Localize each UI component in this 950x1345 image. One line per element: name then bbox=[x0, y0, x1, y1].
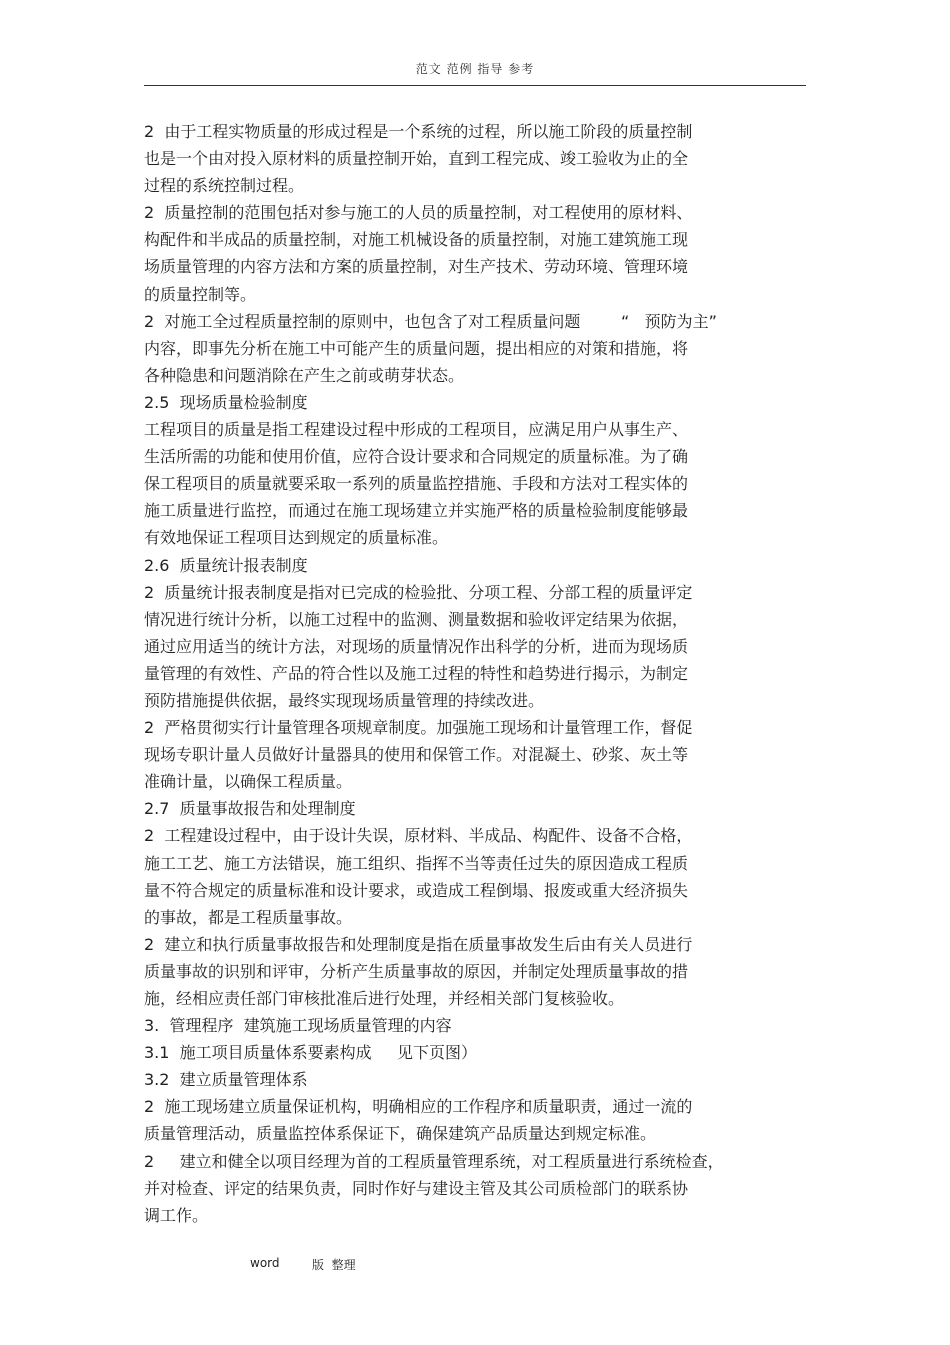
text-line: 质量事故的识别和评审，分析产生质量事故的原因，并制定处理质量事故的措 bbox=[144, 961, 689, 981]
text-line: 各种隐患和问题消除在产生之前或萌芽状态。 bbox=[144, 365, 465, 385]
text-line: 调工作。 bbox=[144, 1205, 209, 1225]
text-line: 2.7 质量事故报告和处理制度 bbox=[144, 799, 356, 819]
text-line: 质量管理活动，质量监控体系保证下，确保建筑产品质量达到规定标准。 bbox=[144, 1124, 657, 1144]
document-body bbox=[144, 118, 794, 1229]
text-line: 准确计量，以确保工程质量。 bbox=[144, 772, 353, 792]
text-line: 预防措施提供依据，最终实现现场质量管理的持续改进。 bbox=[144, 690, 545, 710]
text-line: 2 建立和健全以项目经理为首的工程质量管理系统，对工程质量进行系统检查， bbox=[144, 1151, 724, 1171]
text-line: 场质量管理的内容方法和方案的质量控制，对生产技术、劳动环境、管理环境 bbox=[144, 257, 689, 277]
text-line: 情况进行统计分析，以施工过程中的监测、测量数据和验收评定结果为依据， bbox=[144, 609, 689, 629]
text-line: 内容，即事先分析在施工中可能产生的质量问题，提出相应的对策和措施，将 bbox=[144, 338, 689, 358]
page-header: 范文 范例 指导 参考 bbox=[415, 62, 535, 76]
text-line: 施工工艺、施工方法错误，施工组织、指挥不当等责任过失的原因造成工程质 bbox=[144, 853, 689, 873]
text-line: 的事故，都是工程质量事故。 bbox=[144, 907, 353, 927]
header-divider bbox=[144, 85, 806, 86]
text-line: 现场专职计量人员做好计量器具的使用和保管工作。对混凝土、砂浆、灰土等 bbox=[144, 745, 689, 765]
text-line: 2.5 现场质量检验制度 bbox=[144, 392, 308, 412]
text-line: 施工质量进行监控，而通过在施工现场建立并实施严格的质量检验制度能够最 bbox=[144, 501, 689, 521]
text-line: 通过应用适当的统计方法，对现场的质量情况作出科学的分析，进而为现场质 bbox=[144, 636, 689, 656]
footer-right-text: 版 整理 bbox=[312, 1258, 356, 1272]
text-line: 的质量控制等。 bbox=[144, 284, 257, 304]
text-line: 2 严格贯彻实行计量管理各项规章制度。加强施工现场和计量管理工作，督促 bbox=[144, 718, 693, 738]
text-line: 2 工程建设过程中，由于设计失误，原材料、半成品、构配件、设备不合格， bbox=[144, 826, 693, 846]
text-line: 3.1 施工项目质量体系要素构成 见下页图） bbox=[144, 1043, 478, 1063]
text-line: 保工程项目的质量就要采取一系列的质量监控措施、手段和方法对工程实体的 bbox=[144, 474, 689, 494]
text-line: 工程项目的质量是指工程建设过程中形成的工程项目，应满足用户从事生产、 bbox=[144, 420, 689, 440]
text-line: 过程的系统控制过程。 bbox=[144, 176, 305, 196]
footer-left-text: word bbox=[250, 1256, 280, 1270]
text-line: 2 质量统计报表制度是指对已完成的检验批、分项工程、分部工程的质量评定 bbox=[144, 582, 693, 602]
text-line: 量不符合规定的质量标准和设计要求，或造成工程倒塌、报废或重大经济损失 bbox=[144, 880, 689, 900]
text-line: 2 由于工程实物质量的形成过程是一个系统的过程，所以施工阶段的质量控制 bbox=[144, 122, 693, 141]
text-line: 也是一个由对投入原材料的质量控制开始，直到工程完成、竣工验收为止的全 bbox=[144, 149, 689, 169]
text-line: 有效地保证工程项目达到规定的质量标准。 bbox=[144, 528, 449, 548]
text-line: 构配件和半成品的质量控制，对施工机械设备的质量控制，对施工建筑施工现 bbox=[144, 230, 689, 250]
text-line: 2 施工现场建立质量保证机构，明确相应的工作程序和质量职责，通过一流的 bbox=[144, 1097, 693, 1117]
text-line: 量管理的有效性、产品的符合性以及施工过程的特性和趋势进行揭示，为制定 bbox=[144, 663, 689, 683]
text-line: 2 质量控制的范围包括对参与施工的人员的质量控制，对工程使用的原材料、 bbox=[144, 203, 693, 223]
text-line: 生活所需的功能和使用价值，应符合设计要求和合同规定的质量标准。为了确 bbox=[144, 447, 689, 467]
text-line: 2 对施工全过程质量控制的原则中，也包含了对工程质量问题 “ 预防为主” bbox=[144, 311, 717, 331]
text-line: 2 建立和执行质量事故报告和处理制度是指在质量事故发生后由有关人员进行 bbox=[144, 934, 693, 954]
text-line: 并对检查、评定的结果负责，同时作好与建设主管及其公司质检部门的联系协 bbox=[144, 1178, 689, 1198]
text-line: 3.2 建立质量管理体系 bbox=[144, 1070, 308, 1090]
text-line: 施，经相应责任部门审核批准后进行处理，并经相关部门复核验收。 bbox=[144, 989, 625, 1008]
text-line: 3. 管理程序 建筑施工现场质量管理的内容 bbox=[144, 1016, 452, 1036]
text-line: 2.6 质量统计报表制度 bbox=[144, 555, 308, 575]
